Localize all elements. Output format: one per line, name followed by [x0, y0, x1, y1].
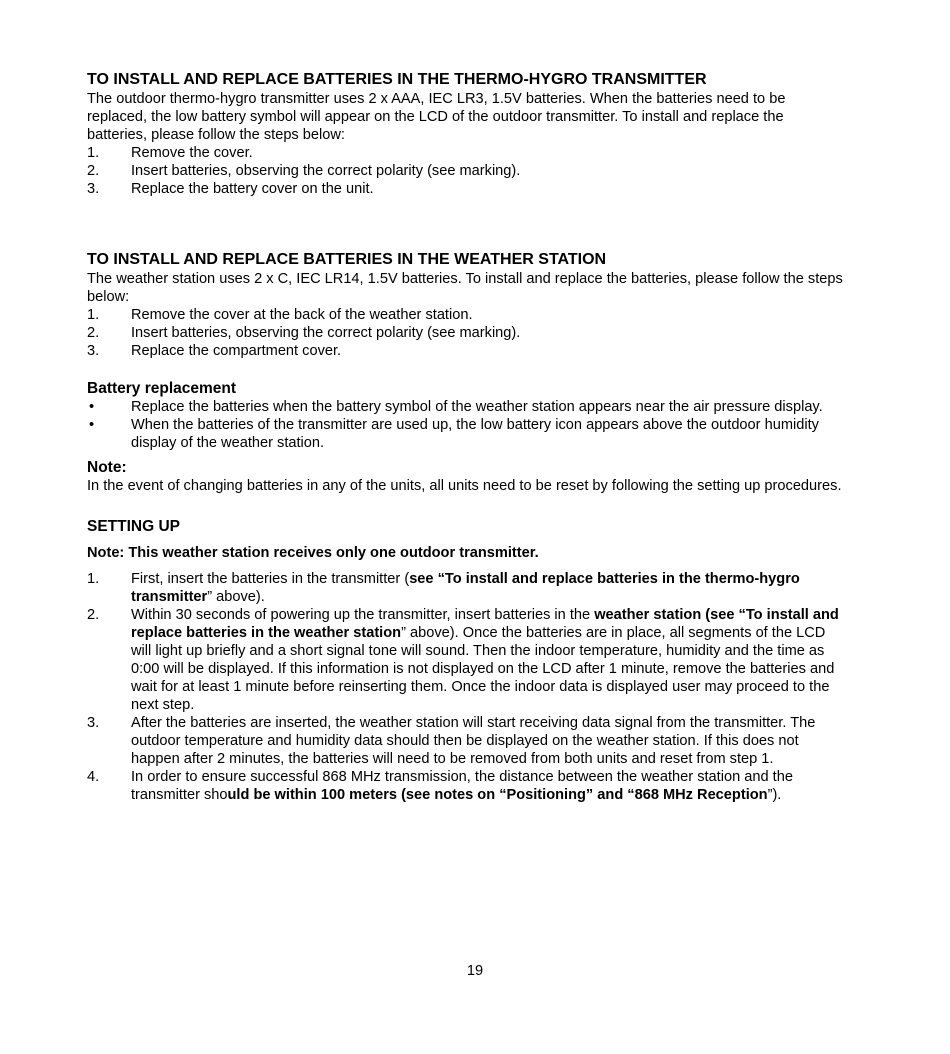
- step-text: Replace the compartment cover.: [131, 343, 342, 359]
- list-item: [87, 162, 847, 180]
- step-text-part: ” above).: [207, 589, 265, 605]
- step-number: 1.: [87, 145, 100, 161]
- thermo-hygro-intro: The outdoor thermo-hygro transmitter uses 2 x AAA, IEC LR3, 1.5V batteries. When the batteries need to be replaced, the low battery symbol will appear on the LCD of the outdoor transmitter. To install and replace the batteries, please follow the steps below:: [87, 91, 786, 143]
- step-text: [131, 768, 847, 804]
- note-label: Note:: [87, 459, 127, 476]
- step-number: 1.: [87, 307, 100, 323]
- battery-replacement-bullets: [87, 398, 847, 452]
- heading-weather-station-batteries: TO INSTALL AND REPLACE BATTERIES IN THE WEATHER STATION: [87, 251, 607, 268]
- step-reference: uld be within 100 meters (see notes on “Positioning” and “868 MHz Reception: [227, 787, 768, 803]
- step-text-part: First, insert the batteries in the transmitter (: [131, 571, 410, 587]
- step-text-part: Within 30 seconds of powering up the transmitter, insert batteries in the: [131, 607, 595, 623]
- step-text: Replace the battery cover on the unit.: [131, 181, 374, 197]
- step-text: Remove the cover.: [131, 145, 253, 161]
- heading-thermo-hygro-batteries: TO INSTALL AND REPLACE BATTERIES IN THE THERMO-HYGRO TRANSMITTER: [87, 71, 707, 88]
- step-text: Remove the cover at the back of the weather station.: [131, 307, 473, 323]
- setting-up-steps: [87, 570, 847, 804]
- heading-setting-up: SETTING UP: [87, 518, 181, 535]
- list-item: [87, 342, 847, 360]
- step-text-part: In order to ensure successful 868 MHz transmission, the distance between the weather station and the transmitter sho: [131, 769, 793, 803]
- step-text: Insert batteries, observing the correct polarity (see marking).: [131, 163, 521, 179]
- list-item: [87, 144, 847, 162]
- list-item: [87, 306, 847, 324]
- step-number: 2.: [87, 607, 100, 623]
- weather-station-steps: [87, 306, 847, 360]
- page-number: 19: [466, 963, 484, 979]
- thermo-hygro-steps: [87, 144, 847, 198]
- step-reference: weather station (see “To install and replace batteries in the weather station: [131, 607, 839, 641]
- step-reference: see “To install and replace batteries in the thermo-hygro transmitter: [131, 571, 800, 605]
- list-item: [87, 606, 847, 714]
- note-text: In the event of changing batteries in any of the units, all units need to be reset by following the setting up procedures.: [87, 478, 842, 494]
- list-item: [87, 324, 847, 342]
- step-number: 3.: [87, 343, 100, 359]
- list-item: [87, 714, 847, 768]
- page-content: [87, 70, 847, 804]
- list-item: [87, 398, 847, 416]
- bullet-text: When the batteries of the transmitter are used up, the low battery icon appears above the outdoor humidity display of the weather station.: [131, 417, 819, 451]
- step-number: 3.: [87, 715, 100, 731]
- bullet-icon: •: [89, 417, 95, 433]
- list-item: [87, 768, 847, 804]
- step-text: [131, 570, 847, 606]
- heading-battery-replacement: Battery replacement: [87, 380, 237, 397]
- list-item: [87, 180, 847, 198]
- step-number: 2.: [87, 325, 100, 341]
- setting-up-note: Note: This weather station receives only one outdoor transmitter.: [87, 545, 539, 561]
- weather-station-intro: The weather station uses 2 x C, IEC LR14, 1.5V batteries. To install and replace the batteries, please follow the steps below:: [87, 271, 843, 305]
- list-item: [87, 416, 847, 452]
- step-text: After the batteries are inserted, the weather station will start receiving data signal from the transmitter. The outdoor temperature and humidity data should then be displayed on the weather station. If this does not happen after 2 minutes, the batteries will need to be removed from both units and reset from step 1.: [131, 715, 816, 767]
- bullet-icon: •: [89, 399, 95, 415]
- bullet-text: Replace the batteries when the battery symbol of the weather station appears near the air pressure display.: [131, 399, 823, 415]
- step-text-part: ”).: [767, 787, 782, 803]
- step-text: [131, 606, 847, 714]
- step-text-part: ” above). Once the batteries are in place, all segments of the LCD will light up briefly and a short signal tone will sound. Then the indoor temperature, humidity and the time as 0:00 will be displayed. If this information is not displayed on the LCD after 1 minute, remove the batteries and wait for at least 1 minute before reinserting them. Once the indoor data is displayed user may proceed to the next step.: [131, 625, 835, 713]
- step-number: 3.: [87, 181, 100, 197]
- step-number: 1.: [87, 571, 100, 587]
- step-text: Insert batteries, observing the correct polarity (see marking).: [131, 325, 521, 341]
- list-item: [87, 570, 847, 606]
- step-number: 4.: [87, 769, 100, 785]
- step-number: 2.: [87, 163, 100, 179]
